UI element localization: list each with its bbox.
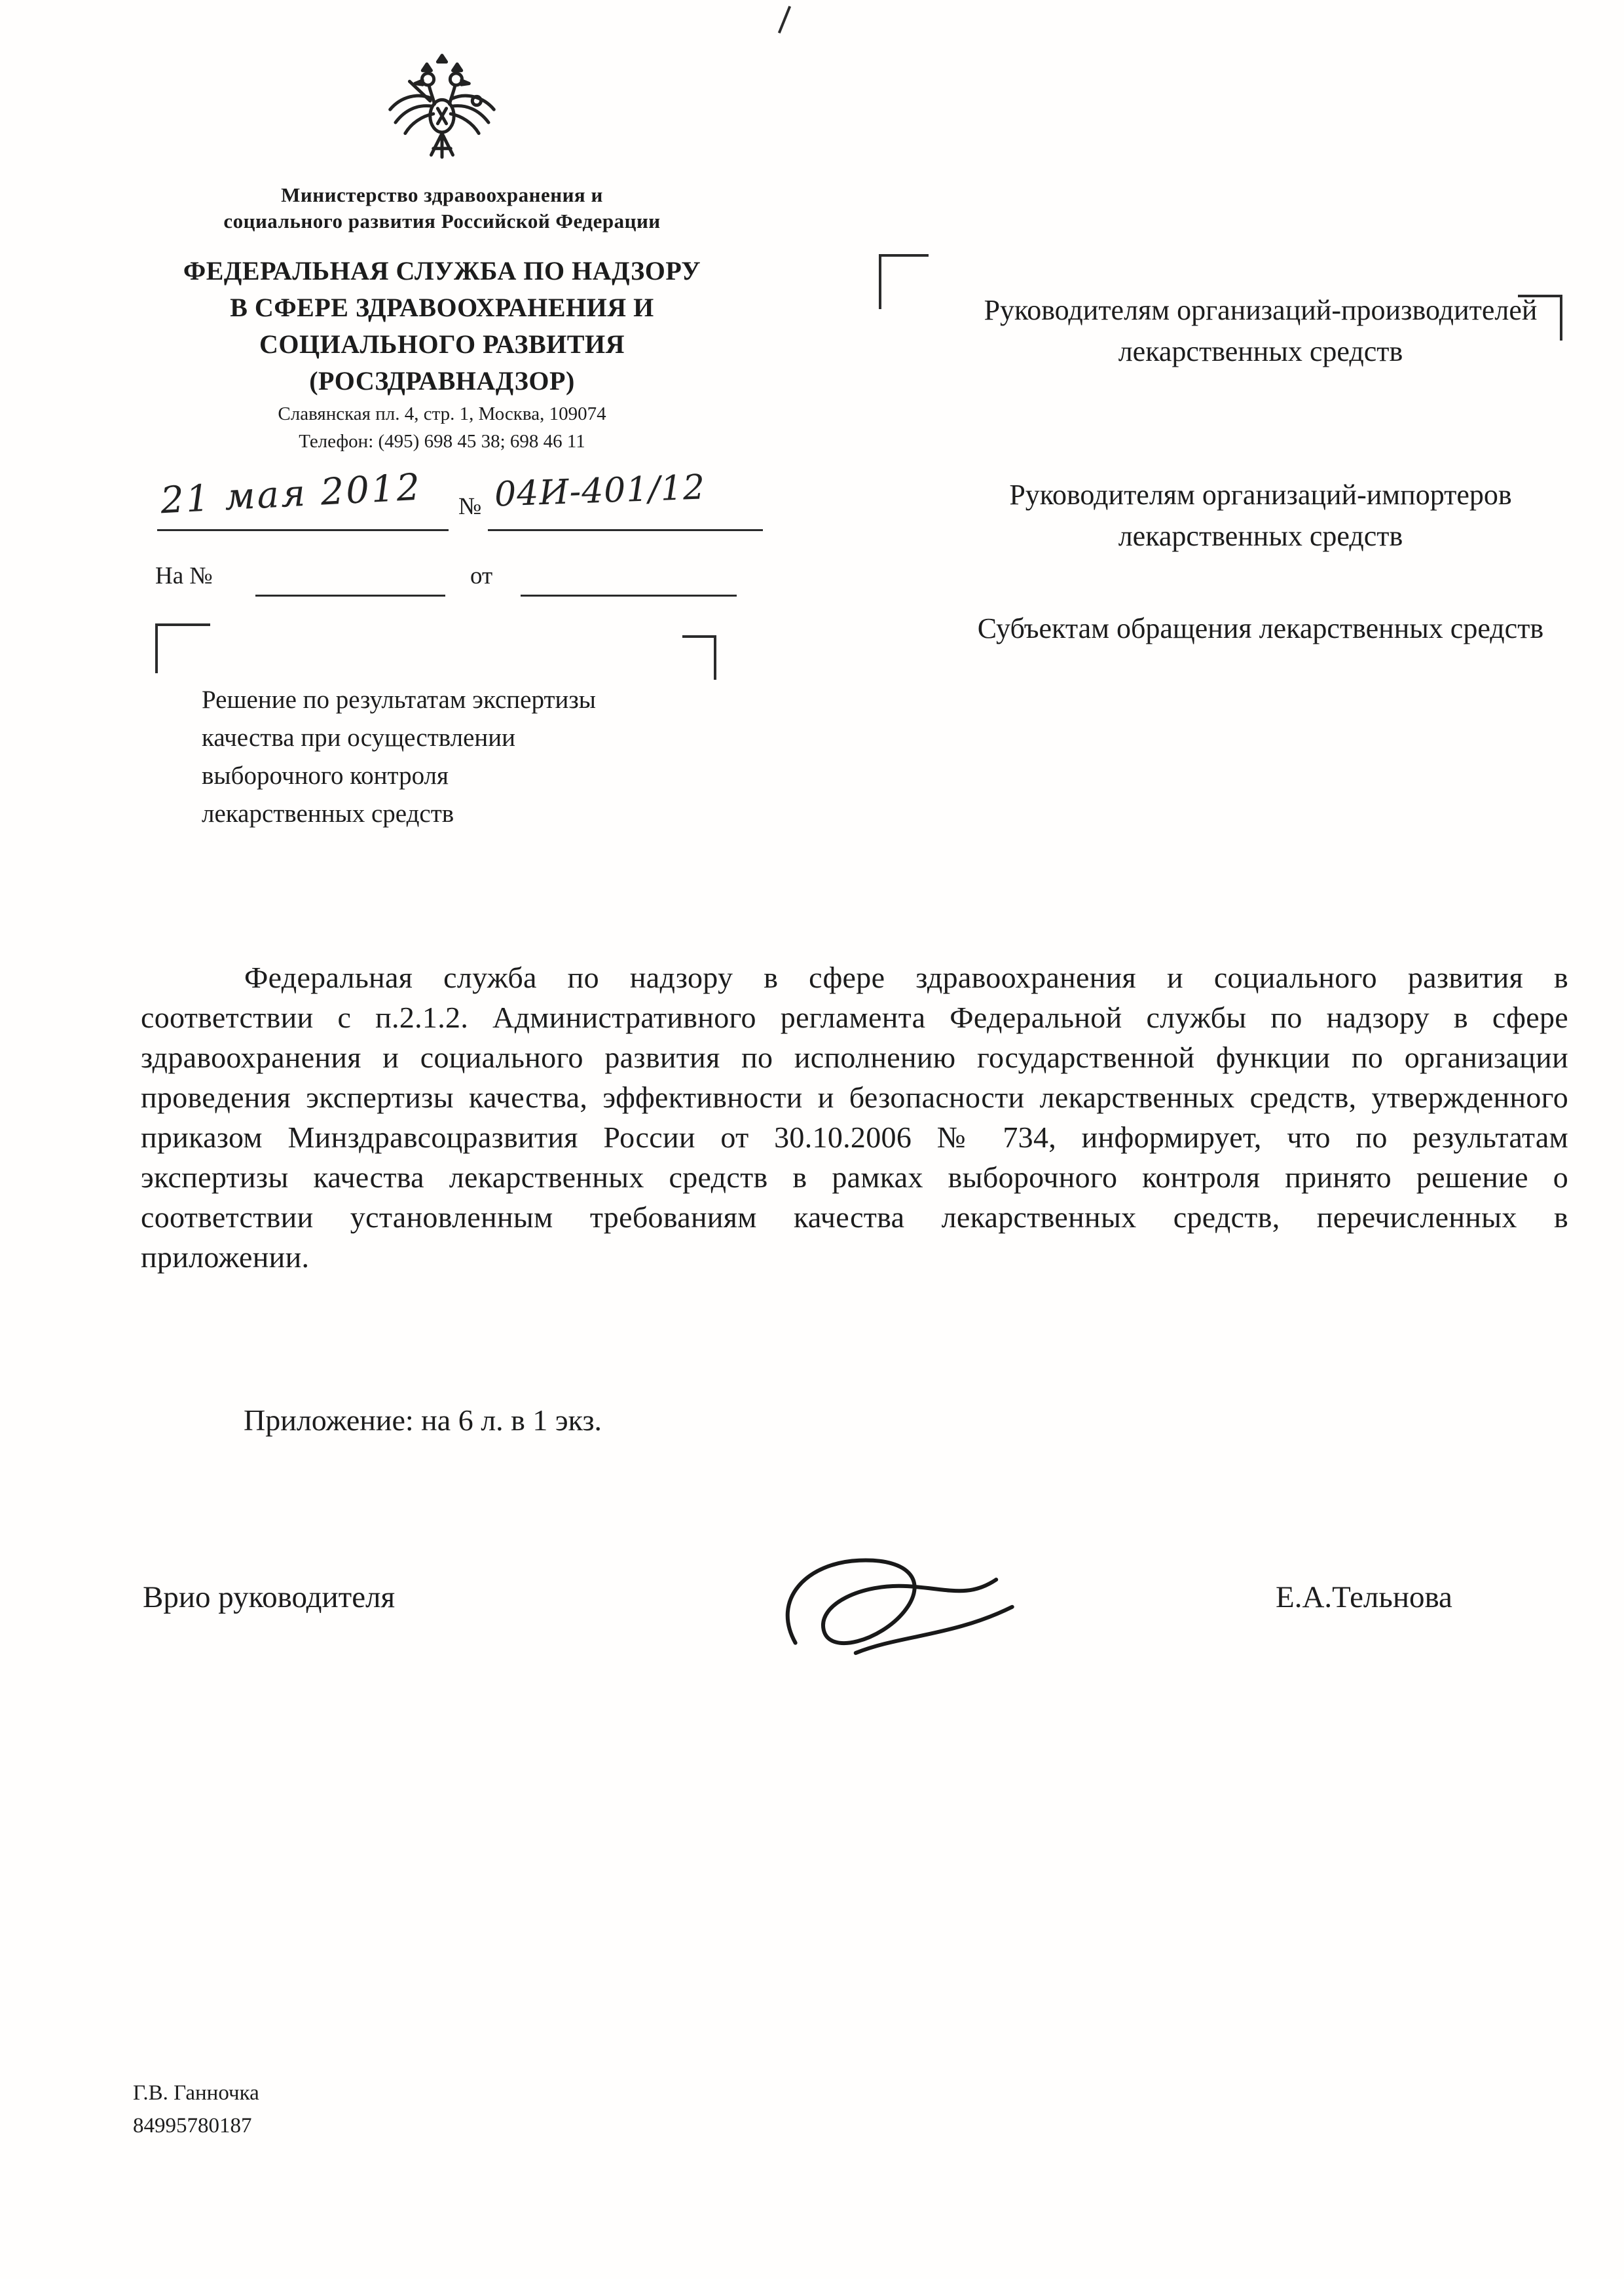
recipient-producers: Руководителям организаций-производителей лекарственных средств [984,294,1538,367]
handwritten-number: 04И-401/12 [494,468,706,515]
from-underline [521,595,737,597]
pen-mark [778,6,791,33]
subject-bracket-left [155,623,210,673]
executor-name: Г.В. Ганночка [133,2081,259,2105]
letterhead-phone: Телефон: (495) 698 45 38; 698 46 11 [299,431,585,452]
from-label: от [470,563,493,589]
recipient-bracket-left [879,254,929,309]
service-line-3: СОЦИАЛЬНОГО РАЗВИТИЯ [259,329,625,359]
ministry-line-2: социального развития Российской Федерации [223,210,661,232]
on-number-underline [255,595,445,597]
recipient-subjects: Субъектам обращения лекарственных средств [977,612,1544,644]
ministry-line-1: Министерство здравоохранения и [281,183,603,206]
date-underline [157,529,449,531]
signature-icon [753,1526,1067,1693]
number-underline [488,529,763,531]
executor-phone: 84995780187 [133,2114,252,2138]
subject-bracket-right [682,635,716,680]
subject-block [202,681,765,833]
signer-position: Врио руководителя [143,1580,396,1614]
recipient-importers: Руководителям организаций-импортеров лекарственных средств [1009,479,1512,552]
ministry-name [118,182,766,234]
number-sign: № [458,493,482,520]
service-line-1: ФЕДЕРАЛЬНАЯ СЛУЖБА ПО НАДЗОРУ [183,256,701,286]
subject-line-3: выборочного контроля [202,762,449,790]
coat-of-arms-icon [377,51,507,179]
service-name [134,253,750,399]
letterhead-address: Славянская пл. 4, стр. 1, Москва, 109074 [278,403,606,424]
body-paragraph: Федеральная служба по надзору в сфере здравоохранения и социального развития в соответствии с п.2.1.2. Административного регламента Федеральной службы по надзору в сфере здравоохранения и социального развития по исполнению государственной функции по организации проведения экспертизы качества, эффективности и безопасности лекарственных средств, утвержденного приказом Минздравсоцразвития России от 30.10.2006 № 734, информирует, что по результатам экспертизы качества лекарственных средств в рамках выборочного контроля принято решение о соответствии установленным требованиям качества лекарственных средств, перечисленных в приложении. [141,961,1568,1274]
subject-line-1: Решение по результатам экспертизы [202,686,596,714]
handwritten-date: 21 мая 2012 [159,466,423,523]
subject-line-4: лекарственных средств [202,800,454,828]
service-line-4: (РОСЗДРАВНАДЗОР) [309,366,575,396]
on-number-label: На № [155,563,213,589]
signer-name: Е.А.Тельнова [1276,1580,1452,1614]
subject-line-2: качества при осуществлении [202,724,516,752]
service-line-2: В СФЕРЕ ЗДРАВООХРАНЕНИЯ И [230,293,654,322]
attachment-note: Приложение: на 6 л. в 1 экз. [244,1403,602,1437]
